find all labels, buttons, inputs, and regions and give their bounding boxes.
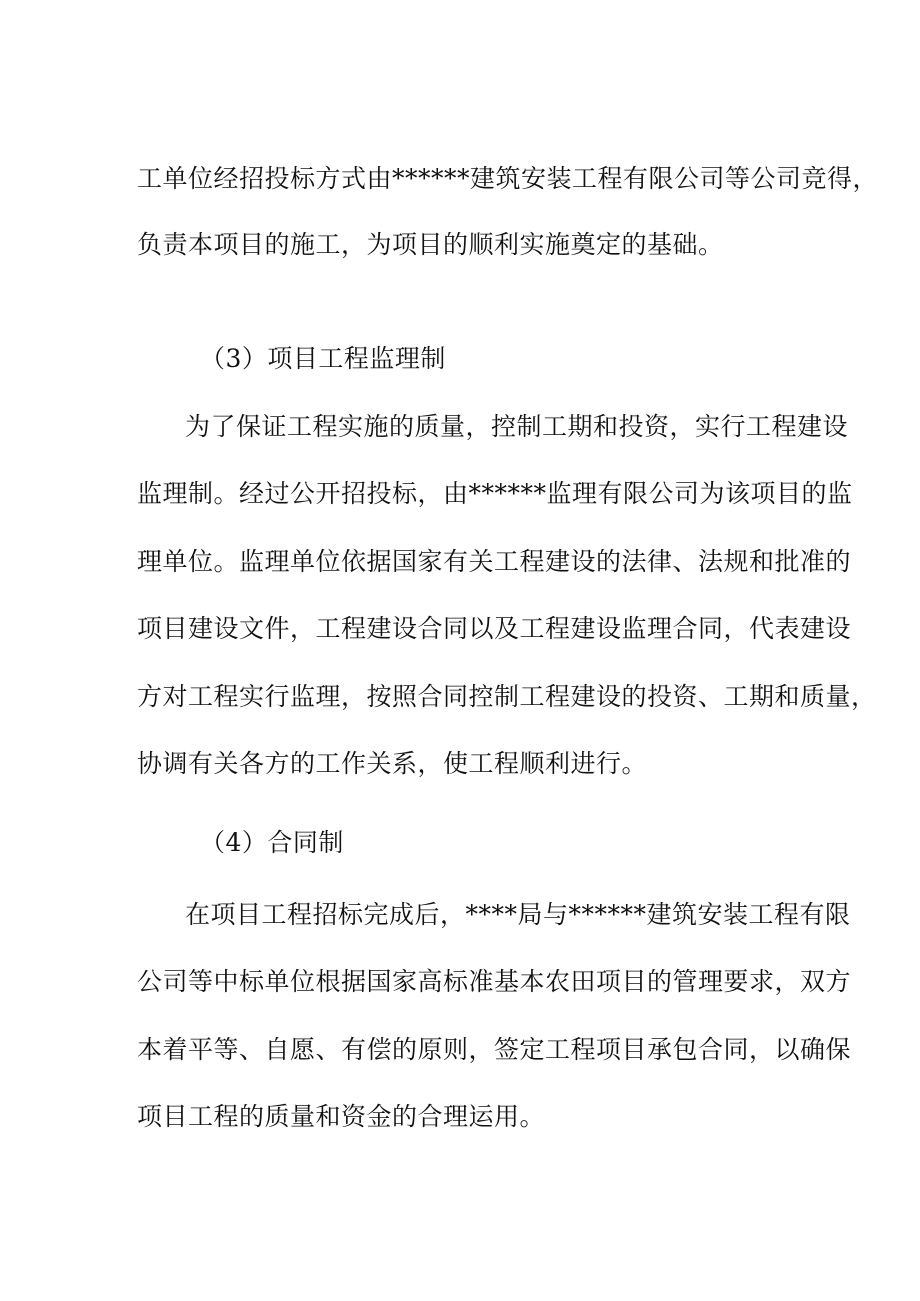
- paragraph-2-line-1: 为了保证工程实施的质量，控制工期和投资，实行工程建设: [185, 412, 849, 441]
- paragraph-3-line-4: 项目工程的质量和资金的合理运用。: [137, 1102, 546, 1131]
- paragraph-1-line-1: 工单位经招投标方式由******建筑安装工程有限公司等公司竞得，: [137, 164, 879, 193]
- paragraph-1-line-2: 负责本项目的施工，为项目的顺利实施奠定的基础。: [137, 230, 724, 259]
- section-heading-3: （3）项目工程监理制: [200, 344, 446, 373]
- paragraph-3-line-3: 本着平等、自愿、有偿的原则，签定工程项目承包合同，以确保: [137, 1035, 852, 1064]
- paragraph-3-line-1: 在项目工程招标完成后，****局与******建筑安装工程有限: [185, 900, 851, 929]
- paragraph-2-line-4: 项目建设文件，工程建设合同以及工程建设监理合同，代表建设: [137, 614, 852, 643]
- paragraph-2-line-2: 监理制。经过公开招投标，由******监理有限公司为该项目的监: [137, 479, 853, 508]
- paragraph-2-line-3: 理单位。监理单位依据国家有关工程建设的法律、法规和批准的: [137, 547, 852, 576]
- paragraph-3-line-2: 公司等中标单位根据国家高标准基本农田项目的管理要求，双方: [137, 967, 852, 996]
- paragraph-2-line-5: 方对工程实行监理，按照合同控制工程建设的投资、工期和质量，: [137, 682, 877, 711]
- section-heading-4: （4）合同制: [200, 828, 344, 857]
- paragraph-2-line-6: 协调有关各方的工作关系，使工程顺利进行。: [137, 749, 648, 778]
